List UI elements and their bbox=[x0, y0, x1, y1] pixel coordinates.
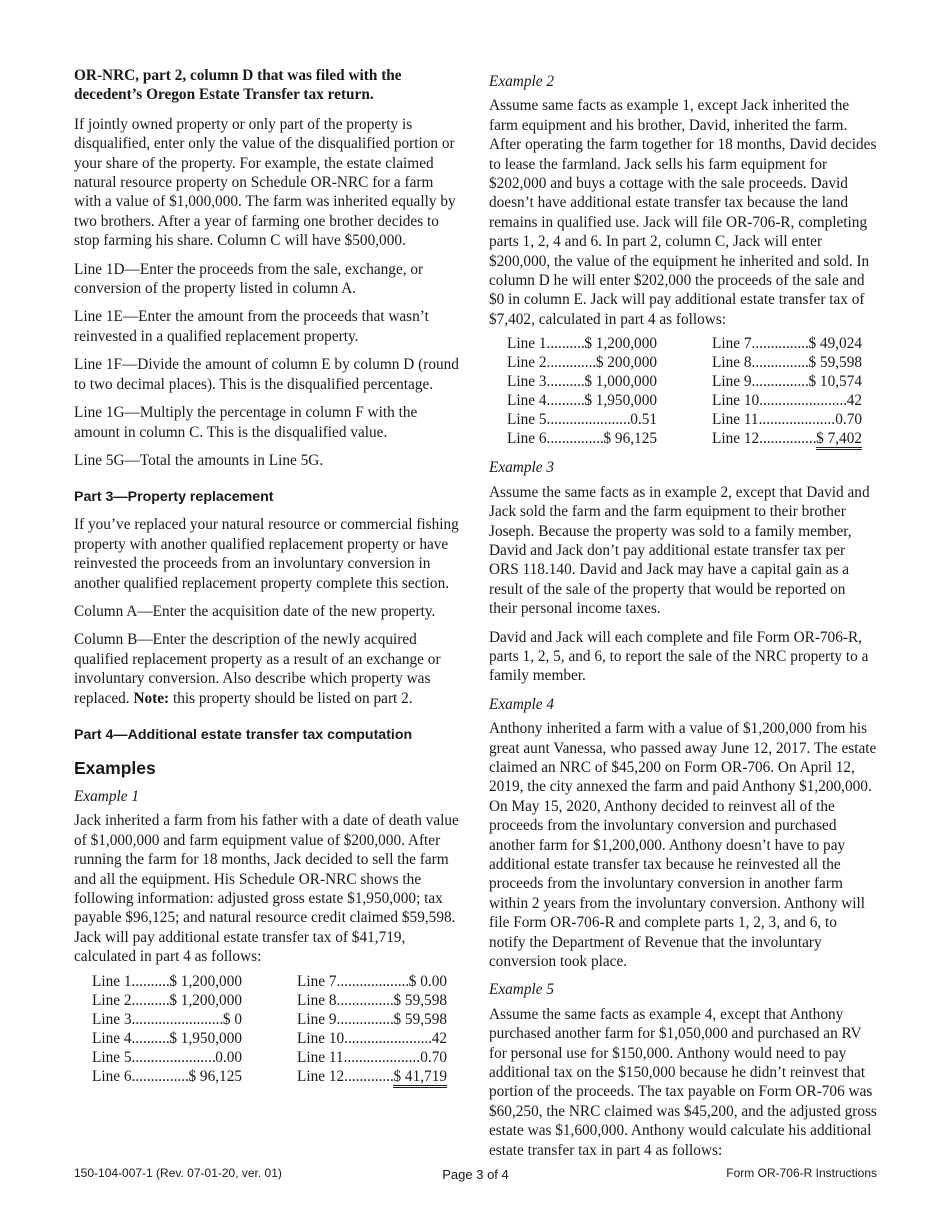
line-value: $ 0.00 bbox=[408, 972, 447, 990]
line-label: Line 11 bbox=[297, 1048, 344, 1066]
line-total-value: $ 7,402 bbox=[816, 431, 862, 450]
line-value: 0.51 bbox=[630, 411, 657, 429]
line-value: $ 10,574 bbox=[808, 373, 862, 391]
line-entry bbox=[712, 410, 862, 429]
example-4-title: Example 4 bbox=[489, 695, 554, 713]
line-label: Line 5 bbox=[92, 1048, 132, 1066]
line-label: Line 7 bbox=[712, 335, 752, 353]
line-total-value: $ 41,719 bbox=[393, 1069, 447, 1088]
line-value: $ 1,200,000 bbox=[169, 991, 242, 1009]
line-5g-instruction: Line 5G—Total the amounts in Line 5G. bbox=[74, 451, 324, 469]
example-3-title: Example 3 bbox=[489, 459, 554, 477]
line-entry bbox=[712, 372, 862, 391]
line-1d-instruction: Line 1D—Enter the proceeds from the sale, exchange, or conversion of the property listed in column A. bbox=[74, 260, 424, 298]
line-label: Line 9 bbox=[712, 373, 752, 391]
column-a-instruction: Column A—Enter the acquisition date of the new property. bbox=[74, 602, 436, 620]
line-label: Line 10 bbox=[297, 1029, 345, 1047]
jointly-owned-paragraph: If jointly owned property or only part of the property is disqualified, enter only the value of the disqualified portion or your share of the property. For example, the estate claimed natural resource property on Schedule OR-NRC for a farm with a value of $1,000,000. The farm was inherited equally by two brothers. After a year of farming one brother decides to stop farming his share. Column C will have $500,000. bbox=[74, 115, 456, 250]
line-label: Line 2 bbox=[507, 354, 547, 372]
line-label: Line 11 bbox=[712, 411, 759, 429]
part4-heading: Part 4—Additional estate transfer tax computation bbox=[74, 726, 413, 743]
page-number: Page 3 of 4 bbox=[442, 1167, 509, 1182]
example-1-text: Jack inherited a farm from his father with a date of death value of $1,000,000 and farm equipment value of $200,000. After running the farm for 18 months, Jack decided to sell the farm and all the equipment. His Schedule OR-NRC shows the following information: adjusted gross estate $1,950,000; tax payable $96,125; and natural resource credit claimed $59,598. Jack will pay additional estate transfer tax of $41,719, calculated in part 4 as follows: bbox=[74, 812, 459, 966]
column-b-text: Column B—Enter the description of the newly acquired qualified replacement property as a result of an exchange or involuntary conversion. Also describe which property was replaced. bbox=[74, 631, 441, 707]
line-entry bbox=[92, 972, 242, 991]
line-entry bbox=[297, 972, 447, 991]
line-label: Line 2 bbox=[92, 991, 132, 1009]
example-1-title: Example 1 bbox=[74, 787, 139, 805]
line-value: $ 96,125 bbox=[188, 1067, 242, 1085]
example-2-title: Example 2 bbox=[489, 73, 554, 90]
examples-heading: Examples bbox=[74, 757, 156, 778]
line-entry bbox=[507, 429, 657, 450]
example-3-text-2: David and Jack will each complete and file Form OR-706-R, parts 1, 2, 5, and 6, to report the sale of the NRC property to a family member. bbox=[489, 628, 869, 685]
line-value: $ 59,598 bbox=[393, 991, 447, 1009]
line-entry bbox=[507, 410, 657, 429]
line-value: 0.70 bbox=[835, 411, 862, 429]
line-entry bbox=[507, 334, 657, 353]
left-column bbox=[74, 66, 462, 1096]
line-value: $ 1,200,000 bbox=[169, 972, 242, 990]
line-entry bbox=[297, 1067, 447, 1088]
line-entry bbox=[712, 334, 862, 353]
example-5-title: Example 5 bbox=[489, 981, 554, 999]
line-entry bbox=[507, 353, 657, 372]
note-text: this property should be listed on part 2. bbox=[169, 689, 413, 707]
line-entry bbox=[297, 991, 447, 1010]
line-label: Line 4 bbox=[507, 392, 547, 410]
line-1f-instruction: Line 1F—Divide the amount of column E by column D (round to two decimal places). This is the disqualified percentage. bbox=[74, 356, 459, 393]
line-entry bbox=[92, 1010, 242, 1029]
line-value: $ 59,598 bbox=[393, 1010, 447, 1028]
line-value: $ 96,125 bbox=[603, 430, 657, 448]
form-title: Form OR-706-R Instructions bbox=[726, 1166, 877, 1180]
line-1g-instruction: Line 1G—Multiply the percentage in column F with the amount in column C. This is the disqualified value. bbox=[74, 404, 418, 441]
line-value: $ 1,950,000 bbox=[584, 392, 657, 410]
line-value: $ 200,000 bbox=[595, 354, 657, 372]
line-label: Line 6 bbox=[92, 1067, 132, 1085]
line-label: Line 4 bbox=[92, 1029, 132, 1047]
column-b-instruction bbox=[74, 630, 462, 708]
line-label: Line 9 bbox=[297, 1010, 337, 1028]
line-entry bbox=[297, 1010, 447, 1029]
line-value: 0.70 bbox=[420, 1048, 447, 1066]
example-3-text: Assume the same facts as in example 2, except that David and Jack sold the farm and the farm equipment to their brother Joseph. Because the property was sold to a family member, David and Jack don’t pay additional estate transfer tax per ORS 118.140. David and Jack may have a capital gain as a result of the sale of the property that would be reported on their personal income taxes. bbox=[489, 483, 870, 618]
line-entry bbox=[92, 1029, 242, 1048]
part3-heading: Part 3—Property replacement bbox=[74, 489, 274, 506]
line-entry bbox=[507, 391, 657, 410]
line-entry bbox=[507, 372, 657, 391]
line-value: $ 1,950,000 bbox=[169, 1029, 242, 1047]
line-1e-instruction: Line 1E—Enter the amount from the proceeds that wasn’t reinvested in a qualified replacement property. bbox=[74, 308, 429, 345]
line-value: $ 1,000,000 bbox=[584, 373, 657, 391]
line-entry bbox=[712, 353, 862, 372]
right-column bbox=[489, 66, 877, 1169]
line-label: Line 12 bbox=[297, 1067, 345, 1085]
line-label: Line 10 bbox=[712, 392, 760, 410]
line-value: 42 bbox=[431, 1029, 447, 1047]
line-label: Line 8 bbox=[712, 354, 752, 372]
example-2-text: Assume same facts as example 1, except Jack inherited the farm equipment and his brother, David, inherited the farm. After operating the farm together for 18 months, David decides to lease the farmland. Jack sells his farm equipment for $202,000 and buys a cottage with the sale proceeds. David doesn’t have additional estate transfer tax because the land remains in qualified use. Jack will file OR-706-R, completing parts 1, 2, 4 and 6. In part 2, column C, Jack will enter $200,000, the value of the equipment he inherited and sold. In column D he will enter $202,000 the proceeds of the sale and $0 in column E. Jack will pay additional estate transfer tax of $7,402, calculated in part 4 as follows: bbox=[489, 97, 877, 328]
example-5-text: Assume the same facts as example 4, except that Anthony purchased another farm for $1,050,000 and purchased an RV for personal use for $150,000. Anthony would need to pay additional tax on the $150,000 because he didn’t reinvest that portion of the proceeds. The tax payable on Form OR-706 was $60,250, the NRC claimed was $45,200, and the adjusted gross estate was $1,600,000. Anthony would calculate his additional estate transfer tax in part 4 as follows: bbox=[489, 1005, 877, 1159]
line-entry bbox=[712, 391, 862, 410]
form-number: 150-104-007-1 (Rev. 07-01-20, ver. 01) bbox=[74, 1166, 282, 1180]
line-label: Line 12 bbox=[712, 430, 760, 448]
note-label: Note: bbox=[133, 689, 170, 707]
example-4-text: Anthony inherited a farm with a value of $1,200,000 from his great aunt Vanessa, who passed away June 12, 2017. The estate claimed an NRC of $45,200 on Form OR-706. On April 12, 2019, the city annexed the farm and paid Anthony $1,200,000. On May 15, 2020, Anthony decided to reinvest all of the proceeds from the involuntary conversion and purchased another farm for $1,200,000. Anthony doesn’t have to pay additional estate transfer tax because he reinvested all the proceeds from the involuntary conversion in another farm within 2 years from the involuntary conversion. Anthony will file Form OR-706-R and complete parts 1, 2, 3, and 6, to notify the Department of Revenue that the involuntary conversion took place. bbox=[489, 720, 877, 971]
line-entry bbox=[92, 1048, 242, 1067]
line-value: $ 49,024 bbox=[808, 335, 862, 353]
example-1-line-table bbox=[92, 972, 462, 1088]
line-value: $ 59,598 bbox=[808, 354, 862, 372]
line-label: Line 3 bbox=[92, 1010, 132, 1028]
line-value: $ 0 bbox=[222, 1010, 242, 1028]
line-label: Line 7 bbox=[297, 972, 337, 990]
line-label: Line 1 bbox=[92, 972, 132, 990]
intro-bold-text: OR-NRC, part 2, column D that was filed with the decedent’s Oregon Estate Transfer tax return. bbox=[74, 67, 402, 104]
line-value: $ 1,200,000 bbox=[584, 335, 657, 353]
line-entry bbox=[92, 1067, 242, 1088]
line-label: Line 5 bbox=[507, 411, 547, 429]
line-label: Line 6 bbox=[507, 430, 547, 448]
line-label: Line 3 bbox=[507, 373, 547, 391]
line-value: 0.00 bbox=[215, 1048, 242, 1066]
line-entry bbox=[297, 1029, 447, 1048]
example-2-line-table bbox=[507, 334, 877, 450]
line-label: Line 1 bbox=[507, 335, 547, 353]
line-entry bbox=[92, 991, 242, 1010]
line-label: Line 8 bbox=[297, 991, 337, 1009]
part3-paragraph: If you’ve replaced your natural resource or commercial fishing property with another qualified replacement property or have reinvested the proceeds from an involuntary conversion in another qualified replacement property complete this section. bbox=[74, 516, 459, 592]
line-entry bbox=[712, 429, 862, 450]
line-value: 42 bbox=[846, 392, 862, 410]
line-entry bbox=[297, 1048, 447, 1067]
